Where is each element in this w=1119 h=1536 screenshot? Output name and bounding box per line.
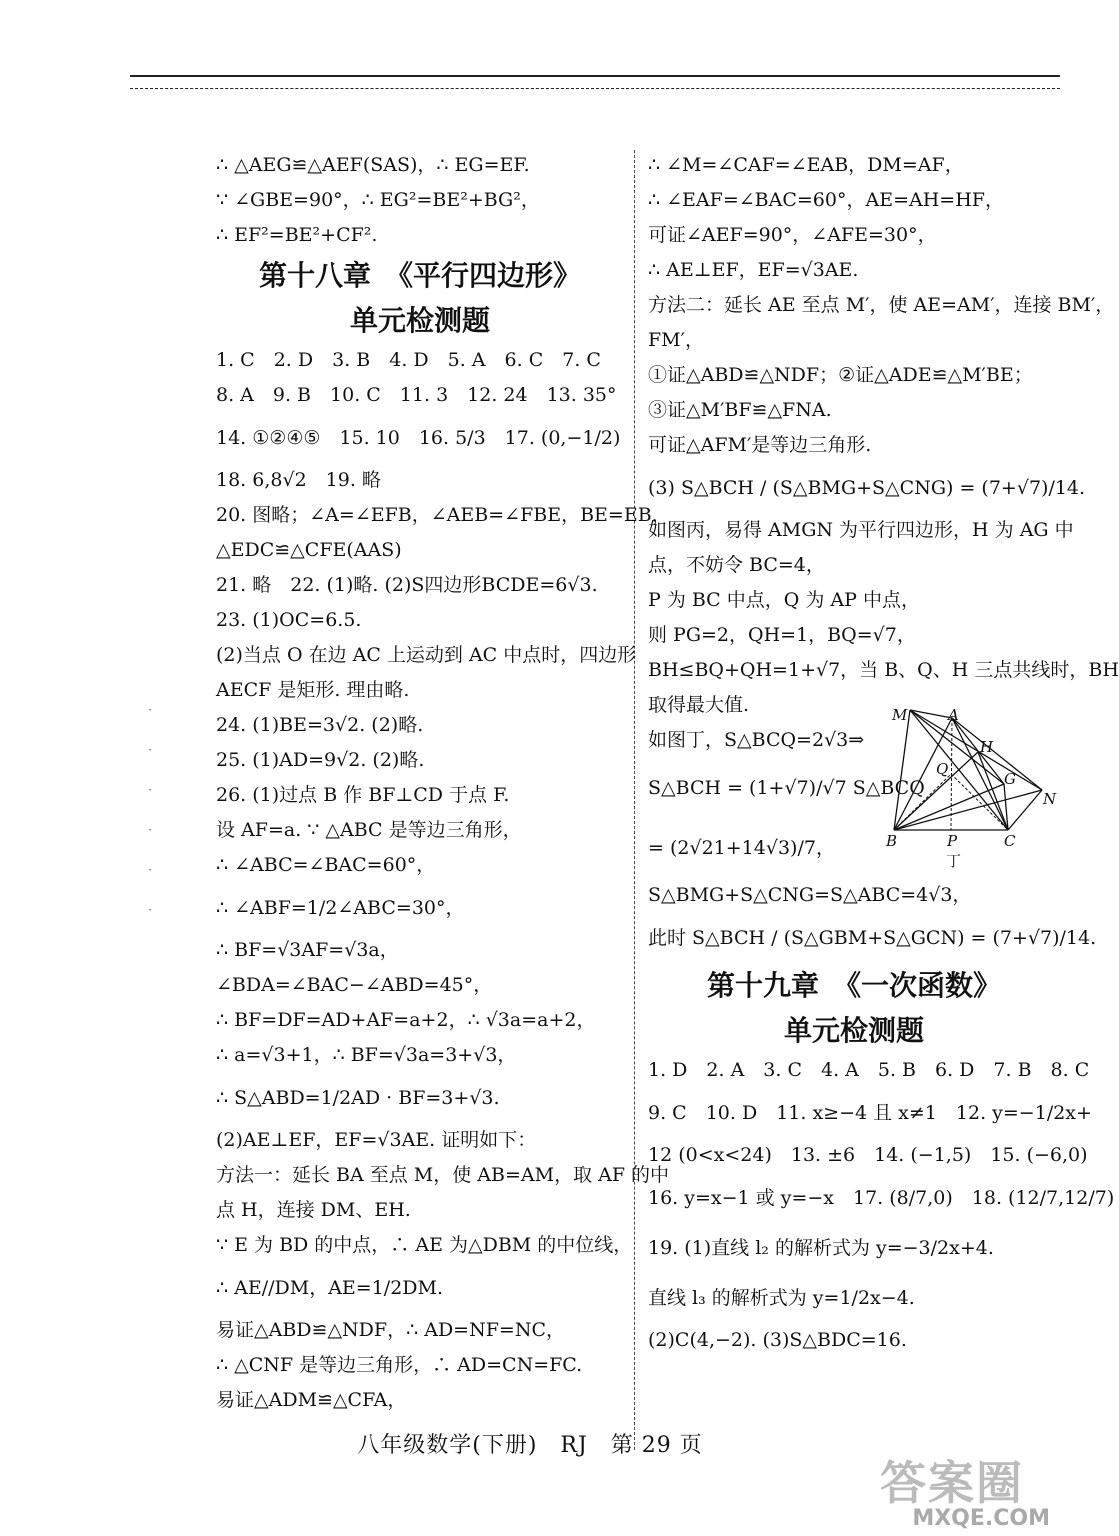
header-rule-bottom — [130, 88, 1060, 89]
answer-line: △EDC≌△CFE(AAS) — [216, 539, 402, 561]
answer-line: ∴ AE⊥EF，EF=√3AE. — [648, 259, 859, 281]
answer-line: 16. y=x−1 或 y=−x 17. (8/7,0) 18. (12/7,12/7) — [648, 1187, 1115, 1209]
answer-line: 19. (1)直线 l₂ 的解析式为 y=−3/2x+4. — [648, 1237, 994, 1259]
header-rule-top — [130, 75, 1060, 77]
answer-line: 24. (1)BE=3√2. (2)略. — [216, 714, 424, 736]
section-title: 单元检测题 — [783, 1014, 924, 1047]
answer-line: BH≤BQ+QH=1+√7，当 B、Q、H 三点共线时，BH — [648, 659, 1119, 681]
seg-MN — [910, 710, 1042, 790]
label-P: P — [947, 832, 958, 850]
answer-line: S△BMG+S△CNG=S△ABC=4√3， — [648, 884, 972, 906]
answer-line: 23. (1)OC=6.5. — [216, 609, 362, 631]
answer-line: ∴ △AEG≌△AEF(SAS)，∴ EG=EF. — [216, 154, 530, 176]
answer-line: ∴ S△ABD=1/2AD · BF=3+√3. — [216, 1087, 500, 1109]
answer-line: S△BCH = (1+√7)/√7 S△BCQ — [648, 777, 925, 799]
answer-line: = (2√21+14√3)/7， — [648, 837, 835, 859]
seg-BG — [894, 784, 1004, 830]
answer-line: AECF 是矩形. 理由略. — [216, 679, 410, 701]
answer-line: (2)AE⊥EF，EF=√3AE. 证明如下： — [216, 1129, 537, 1151]
left-column — [216, 148, 671, 1418]
seg-AG — [952, 718, 1004, 784]
watermark-url: MXQE.COM — [912, 1506, 1050, 1531]
watermark-logo: 答案圈 — [880, 1456, 1024, 1510]
answer-line: 如图丙，易得 AMGN 为平行四边形，H 为 AG 中 — [648, 519, 1074, 541]
answer-line: ③证△M′BF≌△FNA. — [648, 399, 832, 421]
answer-line: ∴ EF²=BE²+CF². — [216, 224, 378, 246]
answer-line: FM′， — [648, 329, 704, 351]
answer-line: ∴ △CNF 是等边三角形，∴ AD=CN=FC. — [216, 1354, 583, 1376]
answer-line: 此时 S△BCH / (S△GBM+S△GCN) = (7+√7)/14. — [648, 927, 1097, 949]
answer-line: ∴ AE//DM，AE=1/2DM. — [216, 1277, 444, 1299]
answer-line: 1. D 2. A 3. C 4. A 5. B 6. D 7. B 8. C — [648, 1059, 1090, 1081]
answer-line: ∴ ∠ABC=∠BAC=60°， — [216, 854, 436, 876]
answer-line: ∵ E 为 BD 的中点，∴ AE 为△DBM 的中位线， — [216, 1234, 633, 1256]
answer-line: ∴ ∠ABF=1/2∠ABC=30°， — [216, 897, 465, 919]
section-title: 单元检测题 — [349, 304, 490, 337]
answer-line: 18. 6,8√2 19. 略 — [216, 469, 381, 491]
answer-line: (3) S△BCH / (S△BMG+S△CNG) = (7+√7)/14. — [648, 477, 1086, 499]
chapter-title: 第十八章 《平行四边形》 — [258, 259, 581, 292]
answer-line: ∠BDA=∠BAC−∠ABD=45°， — [216, 974, 493, 996]
answer-line: 取得最大值. — [648, 694, 750, 716]
answer-line: (2)C(4,−2). (3)S△BDC=16. — [648, 1329, 907, 1351]
answer-line: 设 AF=a. ∵ △ABC 是等边三角形， — [216, 819, 522, 841]
answer-line: 点 H，连接 DM、EH. — [216, 1199, 411, 1221]
label-N: N — [1043, 790, 1057, 808]
answer-line: 20. 图略；∠A=∠EFB，∠AEB=∠FBE，BE=EB， — [216, 504, 671, 526]
seg-CN — [1008, 790, 1042, 830]
label-G: G — [1004, 770, 1016, 788]
answer-line: ①证△ABD≌△NDF；②证△ADE≌△M′BE； — [648, 364, 1033, 386]
answer-line: 如图丁，S△BCQ=2√3⇒ — [648, 729, 865, 751]
answer-line: ∵ ∠GBE=90°，∴ EG²=BE²+BG²， — [216, 189, 540, 211]
answer-line: 方法一：延长 BA 至点 M，使 AB=AM，取 AF 的中 — [216, 1164, 670, 1186]
answer-line: 方法二：延长 AE 至点 M′，使 AE=AM′，连接 BM′， — [648, 294, 1115, 316]
answer-line: 9. C 10. D 11. x≥−4 且 x≠1 12. y=−1/2x+ — [648, 1102, 1092, 1124]
answer-line: 1. C 2. D 3. B 4. D 5. A 6. C 7. C — [216, 349, 601, 371]
margin-marks: · · · · · · — [148, 703, 152, 917]
answer-line: 易证△ADM≌△CFA， — [216, 1389, 407, 1411]
seg-CH — [978, 752, 1008, 830]
label-A: A — [948, 706, 959, 724]
answer-line: 直线 l₃ 的解析式为 y=1/2x−4. — [648, 1287, 915, 1309]
answer-line: 12 (0<x<24) 13. ±6 14. (−1,5) 15. (−6,0) — [648, 1144, 1088, 1166]
answer-line: ∴ ∠EAF=∠BAC=60°，AE=AH=HF， — [648, 189, 1004, 211]
seg-BQ — [894, 774, 951, 830]
geometry-figure — [880, 708, 1060, 868]
label-Q: Q — [936, 760, 949, 778]
answer-line: 可证△AFM′是等边三角形. — [648, 434, 872, 456]
figure-caption: 丁 — [946, 852, 962, 870]
page-footer: 八年级数学(下册) RJ 第 29 页 — [357, 1433, 703, 1458]
answer-line: ∴ ∠M=∠CAF=∠EAB，DM=AF， — [648, 154, 964, 176]
column-divider — [634, 150, 635, 1450]
watermark — [880, 1458, 1056, 1532]
answer-line: 26. (1)过点 B 作 BF⊥CD 于点 F. — [216, 784, 510, 806]
answer-line: 则 PG=2，QH=1，BQ=√7， — [648, 624, 916, 646]
answer-line: 易证△ABD≌△NDF，∴ AD=NF=NC， — [216, 1319, 565, 1341]
answer-line: 点，不妨令 BC=4， — [648, 554, 825, 576]
answer-line: 21. 略 22. (1)略. (2)S四边形BCDE=6√3. — [216, 574, 598, 596]
label-B: B — [886, 832, 898, 850]
answer-line: 25. (1)AD=9√2. (2)略. — [216, 749, 425, 771]
seg-BM — [894, 710, 910, 830]
label-C: C — [1004, 832, 1016, 850]
label-M: M — [892, 706, 908, 724]
label-H: H — [980, 738, 994, 756]
chapter-title: 第十九章 《一次函数》 — [706, 969, 1001, 1002]
answer-line: P 为 BC 中点，Q 为 AP 中点， — [648, 589, 920, 611]
answer-line: ∴ BF=DF=AD+AF=a+2，∴ √3a=a+2， — [216, 1009, 596, 1031]
answer-line: 可证∠AEF=90°，∠AFE=30°， — [648, 224, 937, 246]
answer-line: (2)当点 O 在边 AC 上运动到 AC 中点时，四边形 — [216, 644, 637, 666]
answer-line: 14. ①②④⑤ 15. 10 16. 5/3 17. (0,−1/2) — [216, 427, 621, 449]
answer-line: ∴ BF=√3AF=√3a， — [216, 939, 399, 961]
seg-CA — [952, 718, 1008, 830]
answer-line: ∴ a=√3+1，∴ BF=√3a=3+√3， — [216, 1044, 517, 1066]
answer-line: 8. A 9. B 10. C 11. 3 12. 24 13. 35° — [216, 384, 617, 406]
